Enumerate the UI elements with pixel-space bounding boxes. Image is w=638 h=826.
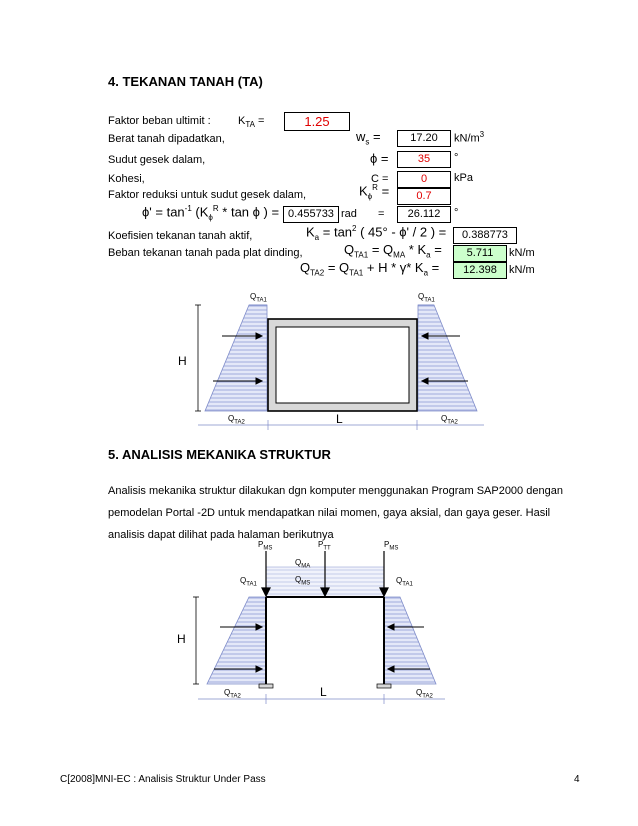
footer-page-number: 4: [574, 774, 580, 785]
q-sub: TA2: [447, 419, 458, 426]
phi-symbol: ϕ =: [370, 151, 389, 166]
q-letter: Q: [416, 688, 423, 697]
q-letter: Q: [295, 558, 302, 567]
d2-pms-left: [258, 540, 272, 552]
q-sub: TA1: [256, 297, 267, 304]
phi-value-cell[interactable]: 35: [397, 151, 451, 168]
qta1-value-cell[interactable]: 5.711: [453, 245, 507, 262]
d2-qms: [295, 575, 310, 587]
kphi-eq: =: [381, 183, 390, 199]
qta1-eq: =: [434, 242, 442, 257]
p-sub: MS: [263, 545, 273, 552]
phiprime-k: (K: [195, 204, 209, 220]
ka-mid: = tan: [322, 224, 353, 240]
left-support: [259, 684, 273, 688]
q-letter: Q: [240, 576, 247, 585]
d2-h-label: H: [177, 632, 186, 646]
qta2-sub: TA2: [310, 268, 325, 278]
section-5-title: 5. ANALISIS MEKANIKA STRUKTUR: [108, 447, 331, 462]
phiprime-deg-unit: °: [454, 207, 459, 219]
d1-h-label: H: [178, 354, 187, 368]
phi-unit: °: [454, 152, 459, 164]
q-sub: TA2: [230, 693, 241, 700]
q-sub: TA1: [246, 581, 257, 588]
phiprime-tail: * tan ϕ ) =: [222, 204, 280, 220]
kta-eq: =: [258, 115, 265, 127]
phiprime-eq: =: [378, 208, 385, 220]
kphi-value-cell[interactable]: 0.7: [397, 188, 451, 205]
kta-letter: K: [238, 115, 246, 127]
phiprime-deg-cell[interactable]: 26.112: [397, 206, 451, 223]
q-letter: Q: [224, 688, 231, 697]
q-letter: Q: [396, 576, 403, 585]
p-letter: P: [384, 540, 390, 549]
qta2-unit: kN/m: [509, 264, 535, 276]
qta1-msub: MA: [393, 250, 406, 260]
ws-value-cell[interactable]: 17.20: [397, 130, 451, 147]
beban-label: Beban tekanan tanah pada plat dinding,: [108, 247, 303, 259]
kta-value-cell[interactable]: 1.25: [284, 112, 350, 131]
qta2-left: Q: [300, 260, 311, 275]
ka-value-cell[interactable]: 0.388773: [453, 227, 517, 244]
qta2-value-cell[interactable]: 12.398: [453, 262, 507, 279]
d2-qta1-left: [240, 576, 257, 588]
d1-l-label: L: [336, 412, 343, 426]
portal-frame: [266, 597, 384, 684]
section-5-paragraph: Analisis mekanika struktur dilakukan dgn komputer menggunakan Program SAP2000 dengan pemodelan Portal -2D untuk mendapatkan nilai momen, gaya aksial, dan gaya geser. Hasil analisis dapat dilihat pada halaman berikutnya: [108, 485, 563, 541]
q-letter: Q: [228, 414, 235, 423]
phiprime-left: ϕ' = tan: [142, 204, 185, 220]
c-unit: kPa: [454, 172, 473, 184]
kohesi-label: Kohesi,: [108, 173, 145, 185]
q-sub: MA: [301, 563, 311, 570]
q-letter: Q: [418, 292, 425, 301]
qta2-tsub: a: [423, 268, 429, 278]
ws-sub: s: [365, 137, 370, 147]
ws-unit-text: kN/m: [454, 132, 480, 145]
ka-sub: a: [314, 232, 320, 242]
ws-unit-sup: 3: [479, 130, 485, 139]
q-letter: Q: [441, 414, 448, 423]
qta1-unit: kN/m: [509, 247, 535, 259]
berat-label: Berat tanah dipadatkan,: [108, 133, 225, 145]
faktor-beban-label: Faktor beban ultimit :: [108, 115, 211, 127]
qta2-tail: + H * γ* K: [366, 260, 424, 275]
qta2-mid: = Q: [327, 260, 350, 275]
qta2-msub: TA1: [349, 268, 364, 278]
qta1-left: Q: [344, 242, 355, 257]
right-support: [377, 684, 391, 688]
d2-l-label: L: [320, 685, 327, 699]
ka-tail: ( 45° - ϕ' / 2 ) =: [360, 224, 447, 240]
ws-eq: =: [373, 129, 381, 144]
d2-qta1-right: [396, 576, 413, 588]
qta2-eq: =: [431, 260, 440, 275]
d2-pms-right: [384, 540, 398, 552]
kphi-sub: ϕ: [367, 191, 373, 201]
q-sub: TA1: [402, 581, 413, 588]
q-sub: TA1: [424, 297, 435, 304]
c-symbol: C =: [371, 173, 389, 185]
d2-qta2-left: [224, 688, 241, 700]
q-letter: Q: [295, 575, 302, 584]
koef-label: Koefisien tekanan tanah aktif,: [108, 230, 253, 242]
qta1-tail: * K: [408, 242, 427, 257]
qta1-mid: = Q: [371, 242, 394, 257]
p-letter: P: [258, 540, 264, 549]
phiprime-ksup: R: [212, 204, 219, 213]
ka-left: K: [306, 224, 315, 240]
phiprime-rad-cell[interactable]: 0.455733: [283, 206, 339, 223]
q-sub: TA2: [422, 693, 433, 700]
ws-letter: w: [356, 129, 366, 144]
faktor-reduksi-label: Faktor reduksi untuk sudut gesek dalam,: [108, 189, 307, 201]
kphi-sup: R: [372, 183, 378, 192]
phiprime-sup: -1: [184, 204, 192, 213]
c-value-cell[interactable]: 0: [397, 171, 451, 188]
sudut-label: Sudut gesek dalam,: [108, 154, 206, 166]
qta1-sub: TA1: [354, 250, 369, 260]
d2-qta2-right: [416, 688, 433, 700]
kphi-letter: K: [359, 183, 368, 199]
q-sub: TA2: [234, 419, 245, 426]
ka-sup: 2: [352, 224, 357, 233]
p-letter: P: [318, 540, 324, 549]
phiprime-ksub: ϕ: [208, 212, 213, 222]
q-letter: Q: [250, 292, 257, 301]
section-4-title: 4. TEKANAN TANAH (TA): [108, 74, 263, 89]
kta-sub: TA: [245, 120, 255, 130]
p-sub: MS: [389, 545, 399, 552]
p-sub: TT: [323, 545, 331, 552]
phiprime-rad-unit: rad: [341, 208, 357, 220]
q-sub: MS: [301, 580, 311, 587]
footer-left: C[2008]MNI-EC : Analisis Struktur Under Pass: [60, 774, 266, 785]
d2-qma: [295, 558, 310, 570]
d2-ptt: [318, 540, 331, 552]
qta1-tsub: a: [426, 250, 431, 260]
